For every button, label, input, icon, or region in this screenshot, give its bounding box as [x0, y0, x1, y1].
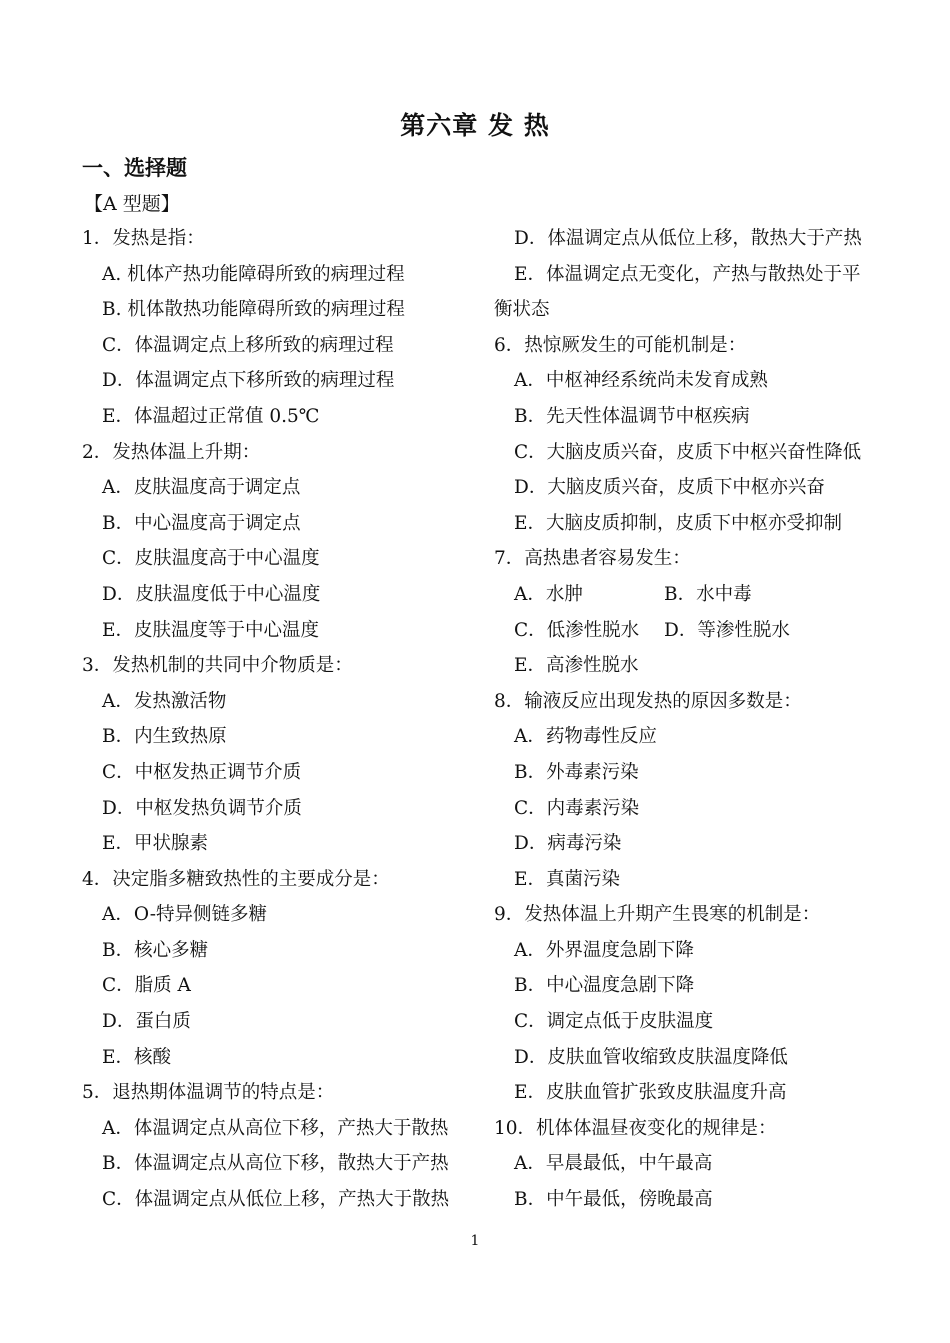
option-text: E．真菌污染 [514, 868, 621, 890]
question-type-label: 【A 型题】 [84, 193, 180, 215]
option-text: B．核心多糖 [102, 939, 209, 961]
option-text: B．先天性体温调节中枢疾病 [514, 405, 750, 427]
option-text: A．药物毒性反应 [514, 726, 657, 748]
option-text: D．中枢发热负调节介质 [102, 797, 302, 819]
question-stem: 9．发热体温上升期产生畏寒的机制是： [494, 904, 821, 926]
option-text: B．内生致热原 [102, 726, 227, 748]
option-text: E．体温超过正常值 0.5℃ [102, 405, 320, 427]
question-stem: 10．机体体温昼夜变化的规律是： [494, 1117, 777, 1139]
option-text: C．体温调定点从低位上移，产热大于散热 [102, 1189, 450, 1211]
option-pair [494, 616, 879, 652]
option-text: A．中枢神经系统尚未发育成熟 [514, 370, 768, 392]
option-text: A．发热激活物 [102, 690, 227, 712]
option-text: C．中枢发热正调节介质 [102, 761, 302, 783]
option-text: B．中心温度急剧下降 [514, 975, 695, 997]
option-text: C．调定点低于皮肤温度 [514, 1011, 714, 1033]
right-column [494, 224, 879, 1221]
option-text: B．外毒素污染 [514, 761, 639, 783]
option-text: E．甲状腺素 [102, 833, 209, 855]
option-text: B．中心温度高于调定点 [102, 512, 301, 534]
option-text: E．体温调定点无变化，产热与散热处于平 [514, 263, 861, 285]
option-text: A．外界温度急剧下降 [514, 939, 694, 961]
option-text: D．体温调定点下移所致的病理过程 [102, 370, 395, 392]
section-heading: 一、选择题 [82, 155, 187, 180]
option-text: C．大脑皮质兴奋，皮质下中枢兴奋性降低 [514, 441, 862, 463]
option-text: C．体温调定点上移所致的病理过程 [102, 334, 394, 356]
question-stem: 6．热惊厥发生的可能机制是： [494, 334, 747, 356]
option-text: A．水肿 [514, 583, 583, 605]
option-text: B. 机体散热功能障碍所致的病理过程 [102, 299, 405, 321]
option-pair [494, 580, 879, 616]
option-text: D．蛋白质 [102, 1011, 191, 1033]
option-text: D．皮肤温度低于中心温度 [102, 583, 321, 605]
option-text: D．皮肤血管收缩致皮肤温度降低 [514, 1046, 788, 1068]
option-text: E．皮肤血管扩张致皮肤温度升高 [514, 1082, 787, 1104]
option-text: C．皮肤温度高于中心温度 [102, 548, 320, 570]
option-continuation: 衡状态 [494, 299, 550, 321]
page-number: 1 [470, 1233, 480, 1249]
option-text: A．皮肤温度高于调定点 [102, 477, 301, 499]
option-text: D．病毒污染 [514, 833, 622, 855]
option-text: B．体温调定点从高位下移，散热大于产热 [102, 1153, 449, 1175]
option-text: B．中午最低，傍晚最高 [514, 1189, 713, 1211]
option-text: D．等渗性脱水 [664, 619, 790, 641]
option-text: D．体温调定点从低位上移，散热大于产热 [514, 228, 862, 249]
option-text: E．皮肤温度等于中心温度 [102, 619, 320, 641]
question-stem: 7．高热患者容易发生： [494, 548, 691, 570]
question-stem: 4．决定脂多糖致热性的主要成分是： [82, 868, 390, 890]
option-text: E．高渗性脱水 [514, 655, 639, 677]
option-text: C．脂质 A [102, 975, 191, 997]
option-text: D．大脑皮质兴奋，皮质下中枢亦兴奋 [514, 477, 825, 499]
option-text: A．体温调定点从高位下移，产热大于散热 [102, 1117, 449, 1139]
option-text: A．O-特异侧链多糖 [102, 904, 267, 926]
option-text: A．早晨最低，中午最高 [514, 1153, 713, 1175]
left-column [82, 224, 482, 1221]
question-stem: 3．发热机制的共同中介物质是： [82, 655, 353, 677]
chapter-title: 第六章 发 热 [400, 111, 550, 140]
option-text: C．低渗性脱水 [514, 619, 640, 641]
option-text: E．核酸 [102, 1046, 172, 1068]
question-stem: 1．发热是指： [82, 228, 205, 249]
question-stem: 2．发热体温上升期： [82, 441, 261, 463]
option-text: C．内毒素污染 [514, 797, 640, 819]
option-text: E．大脑皮质抑制，皮质下中枢亦受抑制 [514, 512, 843, 534]
question-stem: 5．退热期体温调节的特点是： [82, 1082, 335, 1104]
option-text: A. 机体产热功能障碍所致的病理过程 [102, 263, 405, 285]
option-text: B．水中毒 [664, 583, 752, 605]
question-stem: 8．输液反应出现发热的原因多数是： [494, 690, 802, 712]
